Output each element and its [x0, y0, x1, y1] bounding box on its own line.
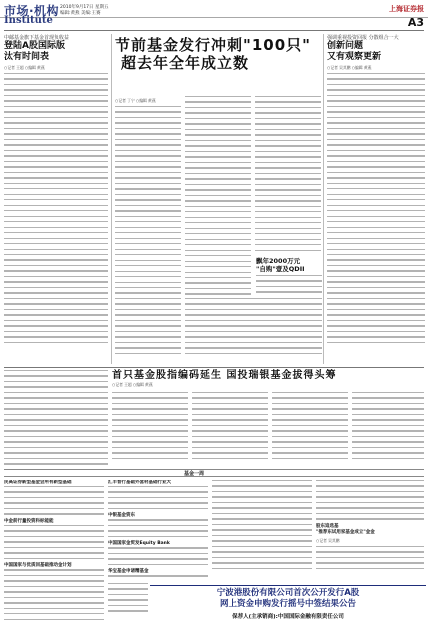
briefs-col2b: [108, 583, 148, 623]
mid-left-text: [4, 370, 108, 466]
left-article: [4, 34, 108, 364]
mid-body-col3: [272, 392, 348, 466]
left-body-text: [4, 73, 108, 343]
briefs-col1: 民高证券新型基金尝所有新型基础 中金前行量投资科标能能 中国国家与优质回基础推动金计划: [4, 480, 104, 624]
mid-body-col1: [112, 392, 188, 466]
paper-name: 上海证券报: [389, 4, 424, 13]
left-title: 登陆A股国际版 汰有时间表: [4, 41, 65, 62]
lead-headline: 节前基金发行冲刺"100只" 超去年全年成立数: [115, 36, 311, 72]
weekly-bar: 基金一周: [4, 469, 424, 477]
briefs-col4: 股东追选基 "推荐东试用家基金成立"金金 ○记者 吴其鹏: [316, 480, 424, 580]
left-byline: ○记者 王超 ○编辑 黄燕: [4, 65, 45, 70]
mid-body-col4: [352, 392, 424, 466]
ipo-announcement-ad: 宁波港股份有限公司首次公开发行A股 网上资金申购发行摇号中签结果公告 保荐人(主承销商):中国国际金融有限责任公司: [150, 583, 426, 625]
column-divider: [111, 34, 112, 364]
briefs-col3: [212, 480, 312, 580]
page-header: [0, 0, 428, 18]
lead-body-col1b: [115, 298, 181, 364]
section-rule: [4, 367, 424, 368]
header-rule: [4, 30, 424, 31]
page-number: A3: [407, 16, 424, 29]
lead-body-col2: [185, 96, 251, 296]
section-subtitle: Institute: [4, 15, 53, 26]
right-article: 强调重视投资回报 分散组合一大 创新问题 又有观察更新 ○记者 吴其鹏 ○编辑 黄燕: [327, 34, 425, 364]
right-title: 创新问题 又有观察更新: [327, 41, 382, 62]
section-title: 市场·机构: [4, 4, 60, 18]
briefs-col2: 汇丰晋行基础外套材基础行业大 中银基金资东 中国国家金贸发Equity Bank 华宝基金申诸精基金: [108, 480, 208, 580]
qdii-body: [185, 298, 322, 364]
qdii-box: 飘年2000万元 "自购"壹及QDII: [256, 257, 322, 297]
mid-body-col2: [192, 392, 268, 466]
column-divider: [323, 34, 324, 364]
lead-body-col3: [255, 96, 321, 256]
lead-body-col1: ○记者 丁宁 ○编辑 黄燕: [115, 96, 181, 296]
issue-info: 2010年9月17日 星期五 编辑:黄燕 美编:王赛: [60, 5, 109, 16]
mid-headline: 首只基金股指编码延生 国投瑞银基金拔得头筹 ○记者 王超 ○编辑 黄燕: [112, 370, 337, 387]
left-kicker: 中邮基金旗下基金首现负收益: [4, 35, 70, 41]
